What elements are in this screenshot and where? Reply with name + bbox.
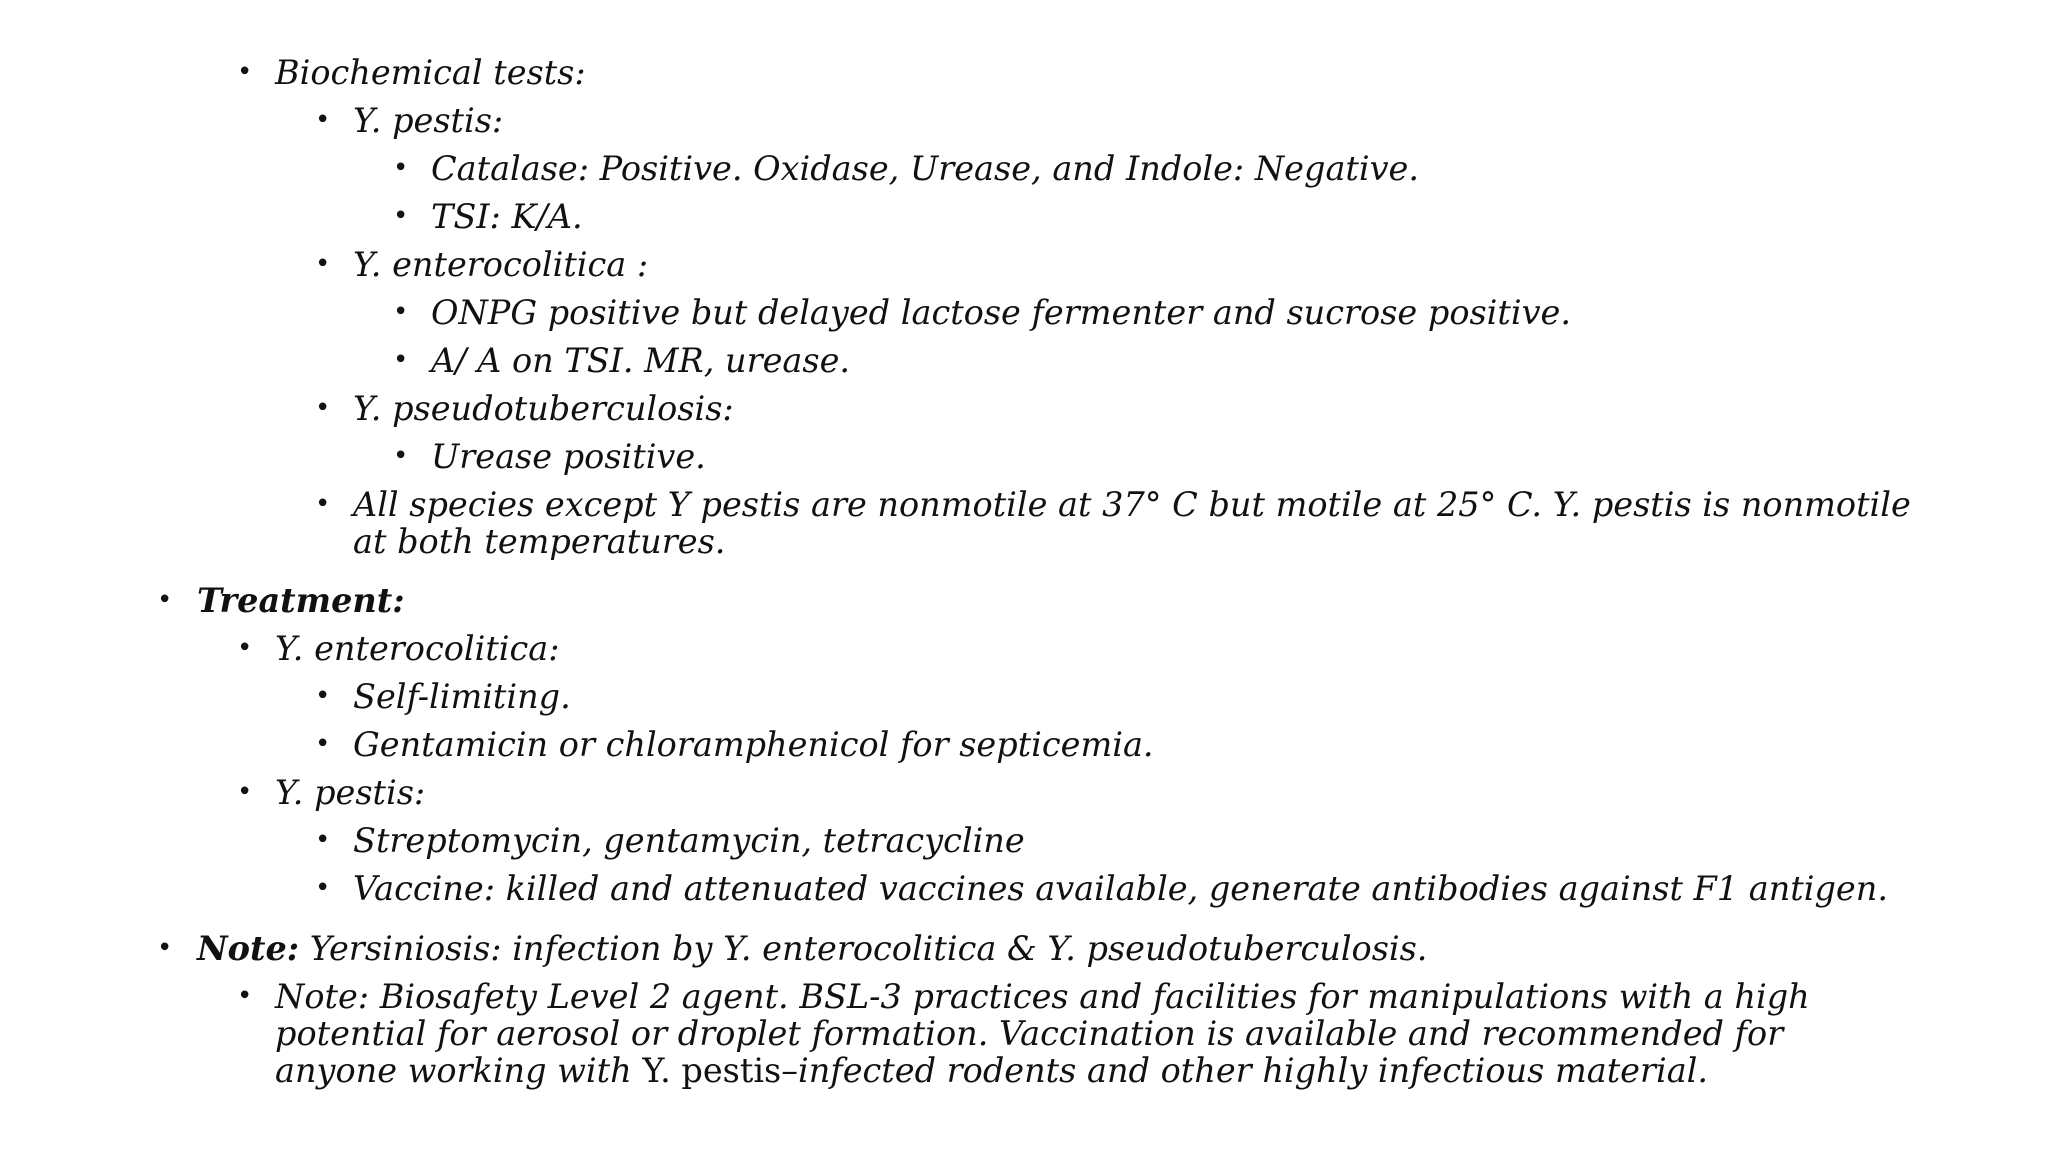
biochemical-yentero-line1 <box>393 293 1571 332</box>
treatment-yentero <box>237 629 560 668</box>
biochemical-motility <box>315 485 1933 561</box>
bullet: • <box>315 393 331 423</box>
list-item-text: ONPG positive but delayed lactose fermenter and sucrose positive. <box>431 293 1571 332</box>
treatment-yentero-label: Y. enterocolitica: <box>275 629 560 668</box>
note-subitem <box>237 977 1835 1090</box>
list-item-text: A/ A on TSI. MR, urease. <box>431 341 851 380</box>
list-item-text: Vaccine: killed and attenuated vaccines available, generate antibodies against F1 antigen. <box>353 869 1888 908</box>
bullet: • <box>315 873 331 903</box>
biochemical-yentero-label: Y. enterocolitica : <box>353 245 649 284</box>
note-heading: Note: <box>197 929 300 968</box>
list-item-text: All species except Y pestis are nonmotile at 37° C but motile at 25° C. Y. pestis is nonmotile at both temperatures. <box>353 485 1911 561</box>
note-item <box>157 929 1428 968</box>
note-sub-organism: Y. pestis <box>642 1051 782 1090</box>
biochemical-ypestis <box>315 101 504 140</box>
biochemical-ypestis-line2 <box>393 197 583 236</box>
treatment-ypestis-label: Y. pestis: <box>275 773 426 812</box>
biochemical-ypseudo-line1 <box>393 437 706 476</box>
bullet: • <box>157 933 173 963</box>
bullet: • <box>237 57 253 87</box>
bullet: • <box>237 777 253 807</box>
list-item-text: Urease positive. <box>431 437 706 476</box>
bullet: • <box>315 489 331 519</box>
bullet: • <box>393 297 409 327</box>
treatment-heading-text: Treatment: <box>197 581 405 620</box>
biochemical-ypseudo <box>315 389 734 428</box>
biochemical-ypseudo-label: Y. pseudotuberculosis: <box>353 389 734 428</box>
bullet: • <box>157 585 173 615</box>
bullet: • <box>315 681 331 711</box>
treatment-ypestis-line2 <box>315 869 1888 908</box>
bullet: • <box>315 105 331 135</box>
biochemical-yentero-line2 <box>393 341 851 380</box>
treatment-ypestis <box>237 773 426 812</box>
bullet: • <box>393 201 409 231</box>
bullet: • <box>393 153 409 183</box>
note-sub-pre: Note: Biosafety Level 2 agent. BSL-3 practices and facilities for manipulations with a high potential for aerosol or droplet formation. Vaccination is available and recommended for anyone working with <box>275 977 1810 1090</box>
list-item-text: Gentamicin or chloramphenicol for septicemia. <box>353 725 1154 764</box>
bullet: • <box>237 633 253 663</box>
list-item-text: TSI: K/A. <box>431 197 583 236</box>
biochemical-ypestis-label: Y. pestis: <box>353 101 504 140</box>
bullet: • <box>315 249 331 279</box>
treatment-heading <box>157 581 405 620</box>
note-text: Yersiniosis: infection by Y. enterocolitica & Y. pseudotuberculosis. <box>299 929 1428 968</box>
treatment-yentero-line2 <box>315 725 1154 764</box>
bullet: • <box>393 441 409 471</box>
bullet: • <box>393 345 409 375</box>
list-item-text: Streptomycin, gentamycin, tetracycline <box>353 821 1025 860</box>
biochemical-heading <box>237 53 586 92</box>
treatment-yentero-line1 <box>315 677 571 716</box>
biochemical-ypestis-line1 <box>393 149 1419 188</box>
list-item-text: Self-limiting. <box>353 677 571 716</box>
note-sub-post: –infected rodents and other highly infectious material. <box>781 1051 1709 1090</box>
bullet: • <box>315 729 331 759</box>
bullet: • <box>237 981 253 1011</box>
list-item-text: Catalase: Positive. Oxidase, Urease, and Indole: Negative. <box>431 149 1419 188</box>
biochemical-yentero <box>315 245 649 284</box>
biochemical-heading-text: Biochemical tests: <box>275 53 586 92</box>
treatment-ypestis-line1 <box>315 821 1025 860</box>
bullet: • <box>315 825 331 855</box>
